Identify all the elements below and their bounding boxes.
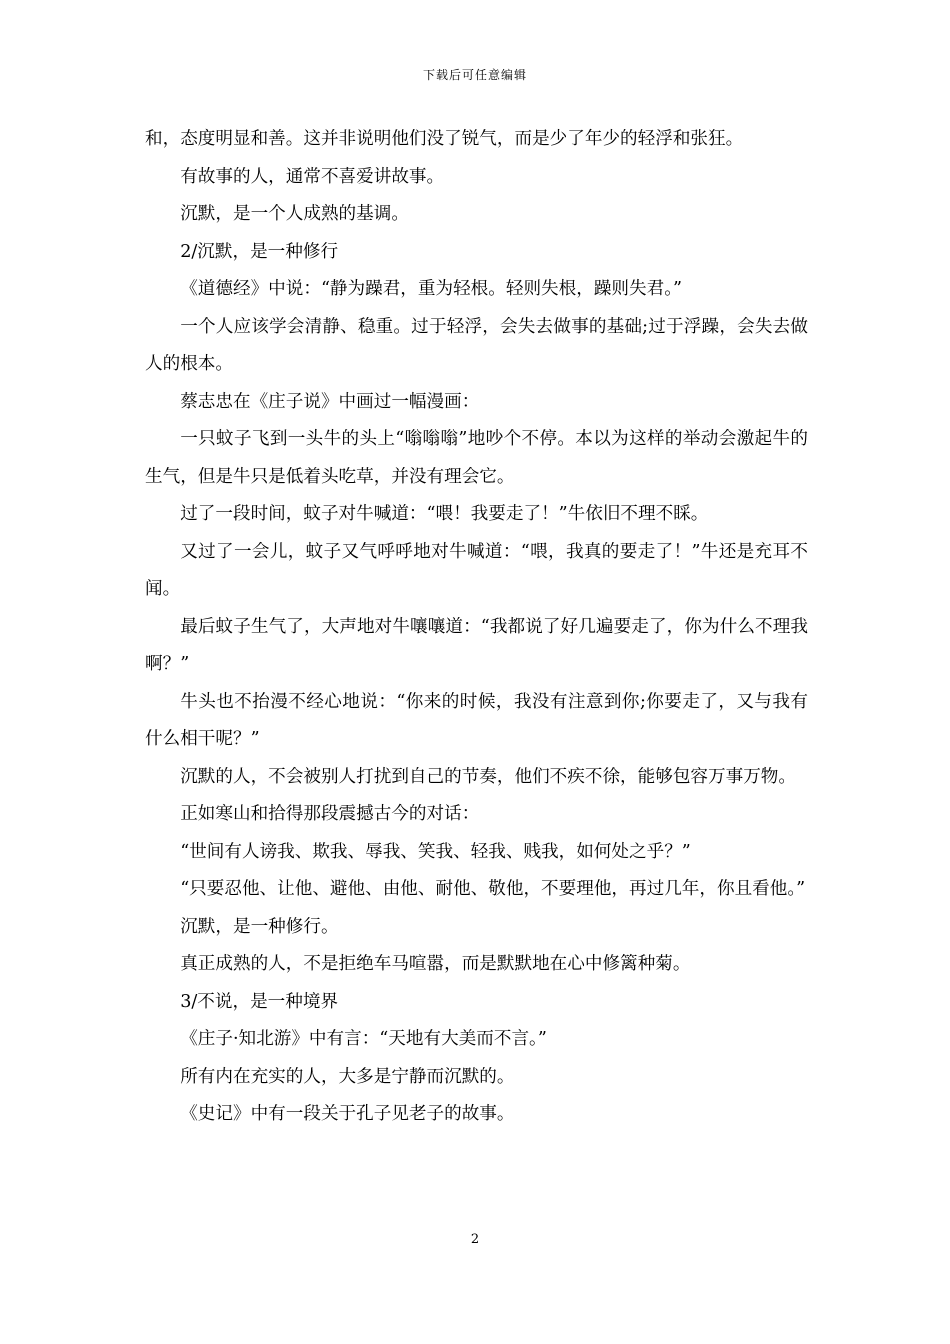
- paragraph: 真正成熟的人，不是拒绝车马喧嚣，而是默默地在心中修篱种菊。: [180, 954, 691, 974]
- paragraph: 沉默，是一种修行。: [180, 916, 339, 937]
- paragraph: 《道德经》中说：“静为躁君，重为轻根。轻则失根，躁则失君。”: [180, 279, 683, 299]
- paragraph: 蔡志忠在《庄子说》中画过一幅漫画：: [180, 391, 480, 412]
- paragraph: 所有内在充实的人，大多是宁静而沉默的。: [180, 1066, 515, 1087]
- quote-paragraph: “只要忍他、让他、避他、由他、耐他、敬他，不要理他，再过几年，你且看他。”: [180, 879, 806, 899]
- section-heading: 2/沉默，是一种修行: [180, 241, 339, 262]
- paragraph: 又过了一会儿，蚊子又气呼呼地对牛喊道：“喂，我真的要走了！”牛还是充耳不闻。: [145, 541, 808, 599]
- paragraph: 过了一段时间，蚊子对牛喊道：“喂！我要走了！”牛依旧不理不睬。: [180, 504, 709, 524]
- document-body: [145, 121, 808, 1134]
- paragraph: 和，态度明显和善。这并非说明他们没了锐气，而是少了年少的轻浮和张狂。: [145, 129, 744, 149]
- paragraph: 有故事的人，通常不喜爱讲故事。: [180, 166, 445, 187]
- paragraph: 一只蚊子飞到一头牛的头上“嗡嗡嗡”地吵个不停。本以为这样的举动会激起牛的生气，但是牛只是低着头吃草，并没有理会它。: [145, 429, 808, 487]
- paragraph: 《庄子·知北游》中有言：“天地有大美而不言。”: [180, 1029, 547, 1049]
- quote-paragraph: “世间有人谤我、欺我、辱我、笑我、轻我、贱我，如何处之乎？”: [180, 841, 691, 862]
- paragraph: 正如寒山和拾得那段震撼古今的对话：: [180, 804, 480, 824]
- paragraph: 牛头也不抬漫不经心地说：“你来的时候，我没有注意到你;你要走了，又与我有什么相干呢？”: [145, 691, 808, 749]
- paragraph: 沉默，是一个人成熟的基调。: [180, 204, 409, 224]
- page-number: 2: [470, 1232, 480, 1247]
- paragraph: 沉默的人，不会被别人打扰到自己的节奏，他们不疾不徐，能够包容万事万物。: [180, 766, 796, 787]
- paragraph: 《史记》中有一段关于孔子见老子的故事。: [180, 1104, 515, 1124]
- paragraph: 一个人应该学会清静、稳重。过于轻浮，会失去做事的基础;过于浮躁，会失去做人的根本。: [145, 316, 808, 374]
- paragraph: 最后蚊子生气了，大声地对牛嚷嚷道：“我都说了好几遍要走了，你为什么不理我啊？”: [145, 616, 808, 674]
- section-heading: 3/不说，是一种境界: [180, 991, 339, 1012]
- page-header-note: 下载后可任意编辑: [422, 68, 527, 82]
